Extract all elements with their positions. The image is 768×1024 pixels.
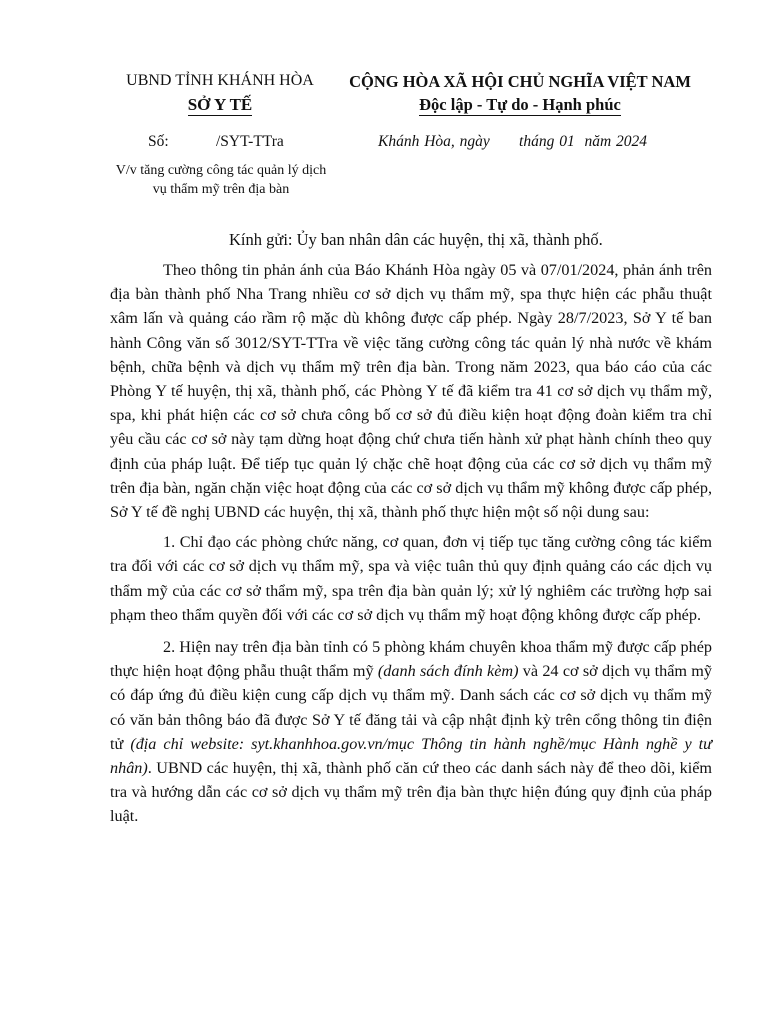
document-subject: V/v tăng cường công tác quản lý dịch vụ thẩm mỹ trên địa bàn xyxy=(115,163,327,197)
item-2-text-b: và 24 cơ sở dịch vụ thẩm mỹ có đáp ứng đủ điều kiện cung cấp dịch vụ thẩm mỹ. Danh sách các cơ sở dịch vụ thẩm mỹ có văn bản thông báo đã được Sở Y tế đăng tải và cập nhật định kỳ trên cổng thông tin điện tử xyxy=(110,662,712,753)
national-motto: Độc lập - Tự do - Hạnh phúc xyxy=(419,95,621,114)
body-paragraph-intro: Theo thông tin phản ánh của Báo Khánh Hòa ngày 05 và 07/01/2024, phản ánh trên địa bàn thành phố Nha Trang nhiều cơ sở dịch vụ thẩm mỹ, spa thực hiện các phẫu thuật xâm lấn và quảng cáo rầm rộ mặc dù không được cấp phép. Ngày 28/7/2023, Sở Y tế ban hành Công văn số 3012/SYT-TTra về việc tăng cường công tác quản lý nhà nước về khám bệnh, chữa bệnh và dịch vụ thẩm mỹ trên địa bàn. Trong năm 2023, qua báo cáo của các Phòng Y tế huyện, thị xã, thành phố, các Phòng Y tế đã kiểm tra 41 cơ sở dịch vụ thẩm mỹ, spa, khi phát hiện các cơ sở chưa công bố cơ sở đủ điều kiện hoạt động đoàn kiểm tra chỉ yêu cầu các cơ sở này tạm dừng hoạt động chứ chưa tiến hành xử phạt hành chính theo quy định của pháp luật. Để tiếp tục quản lý chặc chẽ hoạt động của các cơ sở dịch vụ thẩm mỹ trên địa bàn, ngăn chặn việc hoạt động của các cơ sở dịch vụ thẩm mỹ không được cấp phép, Sở Y tế đề nghị UBND các huyện, thị xã, thành phố thực hiện một số nội dung sau: xyxy=(110,261,712,522)
item-2-text-a: 2. Hiện nay trên địa bàn tỉnh có 5 phòng khám chuyên khoa thẩm mỹ được cấp phép thực hiện hoạt động phẫu thuật thẩm mỹ xyxy=(110,638,712,681)
issuing-authority: SỞ Y TẾ xyxy=(187,95,253,114)
national-title: CỘNG HÒA XÃ HỘI CHỦ NGHĨA VIỆT NAM xyxy=(349,72,691,91)
attached-list-note: (danh sách đính kèm) xyxy=(377,662,519,681)
document-number-label: Số: xyxy=(148,133,169,150)
body-paragraph-item-1: 1. Chỉ đạo các phòng chức năng, cơ quan, đơn vị tiếp tục tăng cường công tác kiểm tra đối với các cơ sở dịch vụ thẩm mỹ, spa và việc tuân thủ quy định quảng cáo các dịch vụ thẩm mỹ của các cơ sở thẩm mỹ, spa trên địa bàn quản lý; xử lý nghiêm các trường hợp sai phạm theo thẩm quyền đối với các cơ sở dịch vụ thẩm mỹ hoạt động không được cấp phép. xyxy=(110,533,712,624)
body-paragraph-item-2 xyxy=(110,635,712,829)
place-and-date: Khánh Hòa, ngày tháng 01 năm 2024 xyxy=(378,133,648,150)
website-address-note: (địa chỉ website: syt.khanhhoa.gov.vn/mục Thông tin hành nghề/mục Hành nghề y tư nhân) xyxy=(110,734,712,778)
recipient-line: Kính gửi: Ủy ban nhân dân các huyện, thị xã, thành phố. xyxy=(229,230,603,249)
document-number-code: /SYT-TTra xyxy=(216,133,284,150)
item-2-text-c: . UBND các huyện, thị xã, thành phố căn cứ theo các danh sách này để theo dõi, kiểm tra và hướng dẫn các cơ sở dịch vụ thẩm mỹ trên địa bàn thực hiện đúng quy định của pháp luật. xyxy=(110,759,712,826)
document-body xyxy=(110,258,712,837)
issuing-authority-parent: UBND TỈNH KHÁNH HÒA xyxy=(126,72,314,89)
